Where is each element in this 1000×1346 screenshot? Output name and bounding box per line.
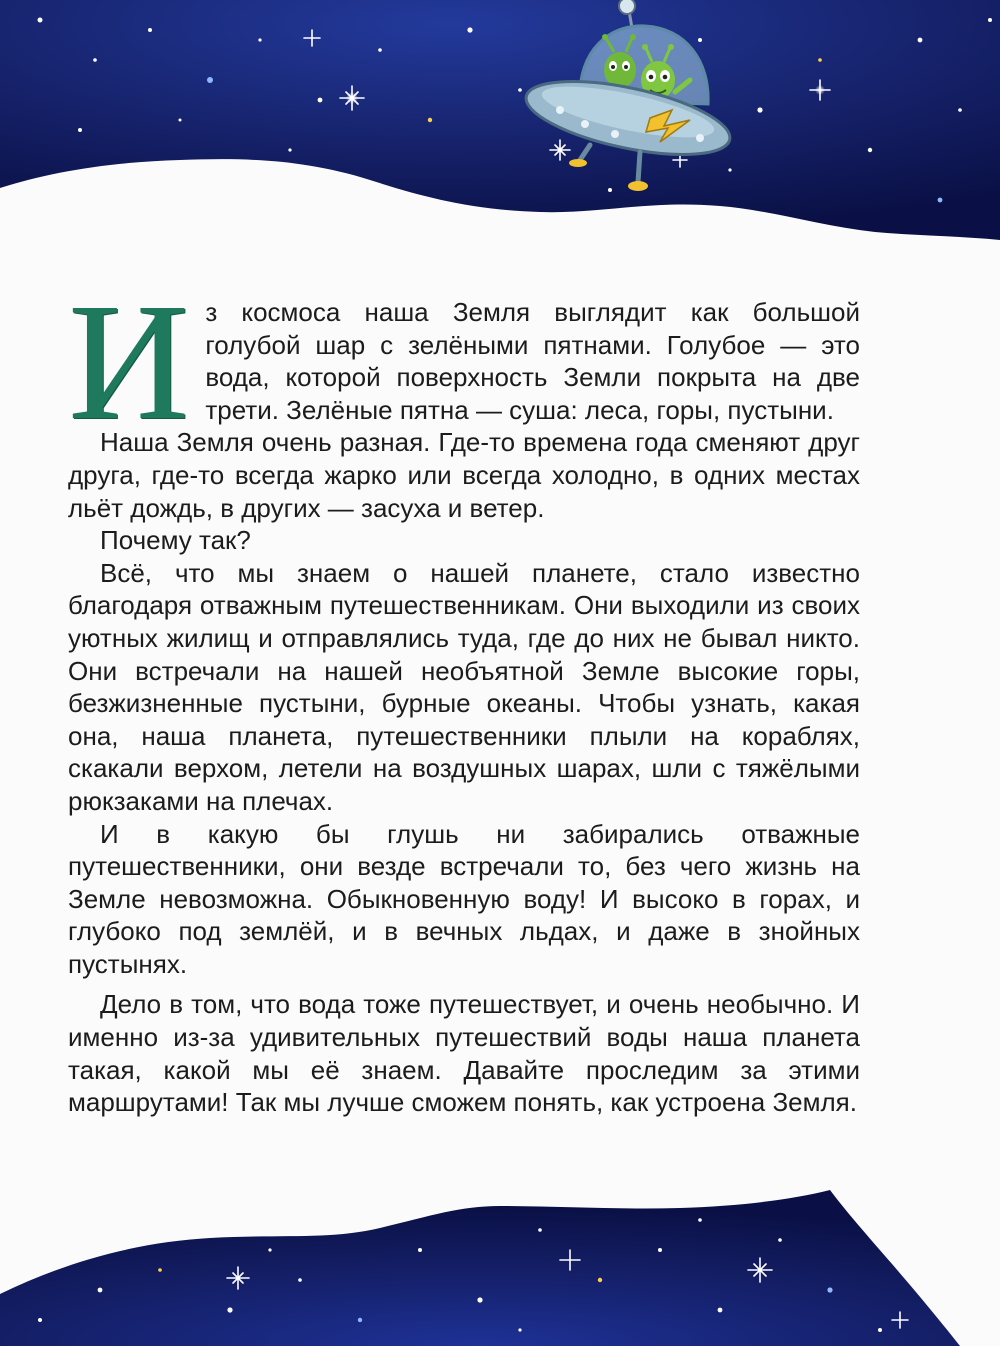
paragraph-intro-text: з космоса наша Земля выглядит как большой голубой шар с зелёными пятнами. Голубое — это вода, которой поверхность Земли покрыта на две трети. Зелёные пятна — суша: леса, горы, пустыни.: [205, 297, 860, 425]
paragraph-4: Всё, что мы знаем о нашей планете, стало известно благодаря отважным путешественникам. Они выходили из своих уютных жилищ и отправлялись туда, где до них не бывал никто. Они встречали на нашей необъятной Земле высокие горы, безжизненные пустыни, бурные океаны. Чтобы узнать, какая она, наша планета, путешественники плыли на кораблях, скакали верхом, летели на воздушных шарах, шли с тяжёлыми рюкзаками на плечах.: [68, 557, 860, 816]
drop-cap-letter: И: [68, 269, 190, 455]
paragraph-2: Наша Земля очень разная. Где-то времена года сменяют друг друга, где-то всегда жарко или всегда холодно, в одних местах льёт дождь, в других — засуха и ветер.: [68, 427, 860, 523]
paragraph-5: И в какую бы глушь ни забирались отважные путешественники, они везде встречали то, без чего жизнь на Земле невозможна. Обыкновенную воду! И высоко в горах, и глубоко под землёй, и в вечных льдах, и даже в знойных пустынях.: [68, 818, 860, 979]
space-background-bottom: [0, 1190, 960, 1346]
paragraph-6: Дело в том, что вода тоже путешествует, и очень необычно. И именно из-за удивительных путешествий воды наша планета такая, какой мы её знаем. Давайте проследим за этими маршрутами! Так мы лучше сможем понять, как устроена Земля.: [68, 989, 860, 1118]
space-illustration-top: [0, 0, 1000, 300]
paragraph-3: Почему так?: [100, 525, 251, 556]
article-body: [68, 269, 860, 1119]
space-background-top: [0, 0, 1000, 240]
paragraph-intro: [68, 269, 860, 455]
space-illustration-bottom: [0, 1190, 1000, 1346]
saucer-antenna-light: [619, 0, 635, 14]
